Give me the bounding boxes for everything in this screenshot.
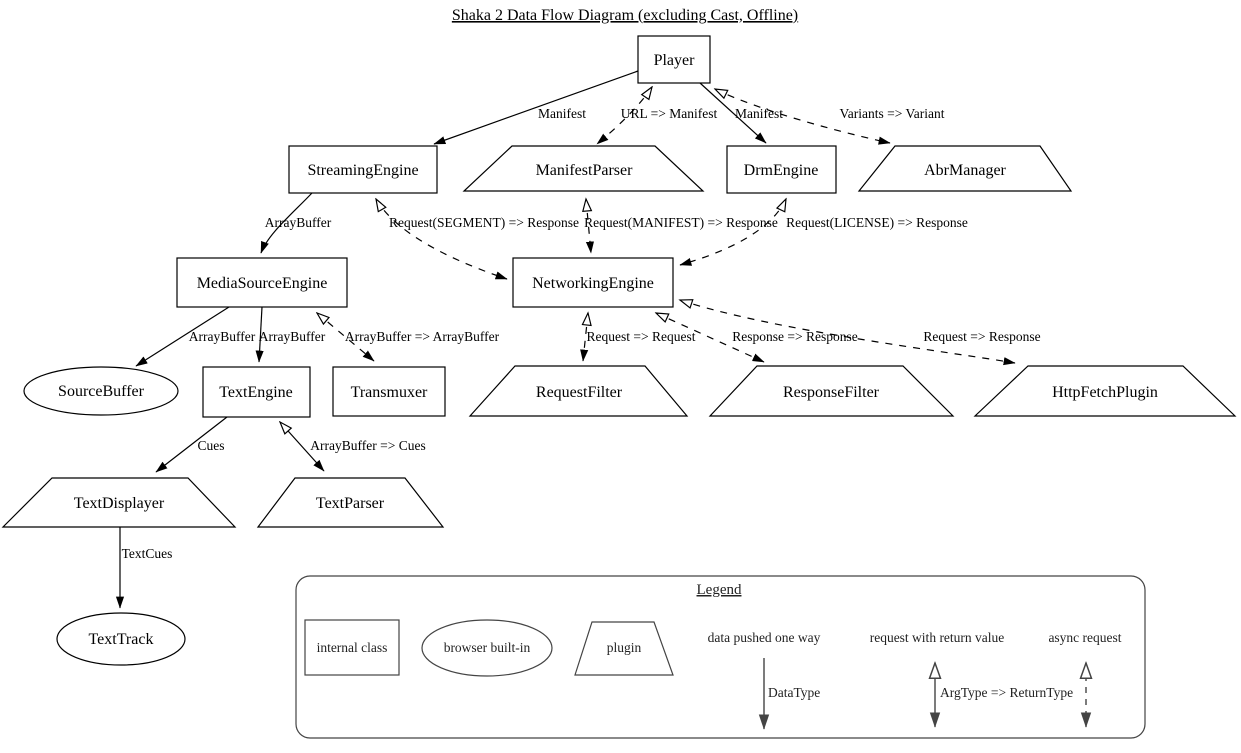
edge-label-request-segment: Request(SEGMENT) => Response — [389, 215, 579, 230]
node-media-source-engine — [177, 258, 347, 307]
edge-label-cues: Cues — [197, 438, 225, 453]
edge-label-url-manifest: URL => Manifest — [620, 106, 718, 121]
node-text-track — [57, 613, 185, 665]
media-source-engine-label: MediaSourceEngine — [196, 275, 328, 292]
edge-label-request-manifest: Request(MANIFEST) => Response — [584, 215, 778, 230]
edge-label-request-request: Request => Request — [586, 329, 696, 344]
text-parser-label: TextParser — [315, 495, 385, 512]
edge-label-arraybuffer-textengine: ArrayBuffer — [258, 329, 326, 344]
edge-label-arraybuffer-sourcebuffer: ArrayBuffer — [188, 329, 256, 344]
drm-engine-label: DrmEngine — [743, 162, 819, 179]
abr-manager-label: AbrManager — [924, 162, 1006, 179]
edge-label-variants-variant: Variants => Variant — [839, 106, 945, 121]
edge-label-request-response: Request => Response — [923, 329, 1041, 344]
node-streaming-engine — [289, 146, 437, 193]
node-player — [638, 36, 710, 83]
legend-data-pushed-label: data pushed one way — [707, 630, 821, 645]
legend-datatype-label: DataType — [768, 685, 821, 700]
edge-label-arraybuffer-mse: ArrayBuffer — [264, 215, 332, 230]
node-drm-engine — [727, 146, 836, 193]
player-label: Player — [653, 52, 695, 69]
legend-border — [296, 576, 1145, 738]
text-track-label: TextTrack — [88, 631, 154, 648]
edge-label-manifest-streaming: Manifest — [538, 106, 586, 121]
legend-request-return-label: request with return value — [869, 630, 1005, 645]
legend-argtype-label: ArgType => ReturnType — [940, 685, 1074, 700]
request-filter-label: RequestFilter — [535, 384, 623, 401]
streaming-engine-label: StreamingEngine — [307, 162, 419, 179]
legend — [296, 576, 1145, 738]
legend-title: Legend — [696, 582, 742, 598]
legend-async-request-label: async request — [1048, 630, 1122, 645]
edge-label-manifest-drm: Manifest — [735, 106, 783, 121]
node-abr-manager — [859, 146, 1071, 191]
response-filter-label: ResponseFilter — [783, 384, 879, 401]
node-text-engine — [203, 367, 310, 417]
legend-internal-class-label: internal class — [316, 640, 388, 655]
text-displayer-label: TextDisplayer — [73, 495, 165, 512]
text-engine-label: TextEngine — [219, 384, 293, 401]
edge-label-arraybuffer-transmuxer: ArrayBuffer => ArrayBuffer — [344, 329, 500, 344]
legend-browser-builtin-label: browser built-in — [443, 640, 531, 655]
node-source-buffer — [24, 367, 178, 415]
source-buffer-label: SourceBuffer — [58, 383, 144, 400]
edge-label-arraybuffer-cues: ArrayBuffer => Cues — [310, 438, 426, 453]
node-transmuxer — [333, 367, 445, 416]
diagram-title: Shaka 2 Data Flow Diagram (excluding Cast, Offline) — [451, 7, 799, 24]
transmuxer-label: Transmuxer — [350, 384, 428, 401]
manifest-parser-label: ManifestParser — [535, 162, 633, 179]
networking-engine-label: NetworkingEngine — [532, 275, 654, 292]
edge-label-response-response: Response => Response — [732, 329, 858, 344]
node-networking-engine — [513, 258, 673, 307]
http-fetch-plugin-label: HttpFetchPlugin — [1052, 384, 1158, 401]
edge-label-textcues: TextCues — [121, 546, 173, 561]
legend-plugin-label: plugin — [606, 640, 642, 655]
edge-label-request-license: Request(LICENSE) => Response — [786, 215, 968, 230]
